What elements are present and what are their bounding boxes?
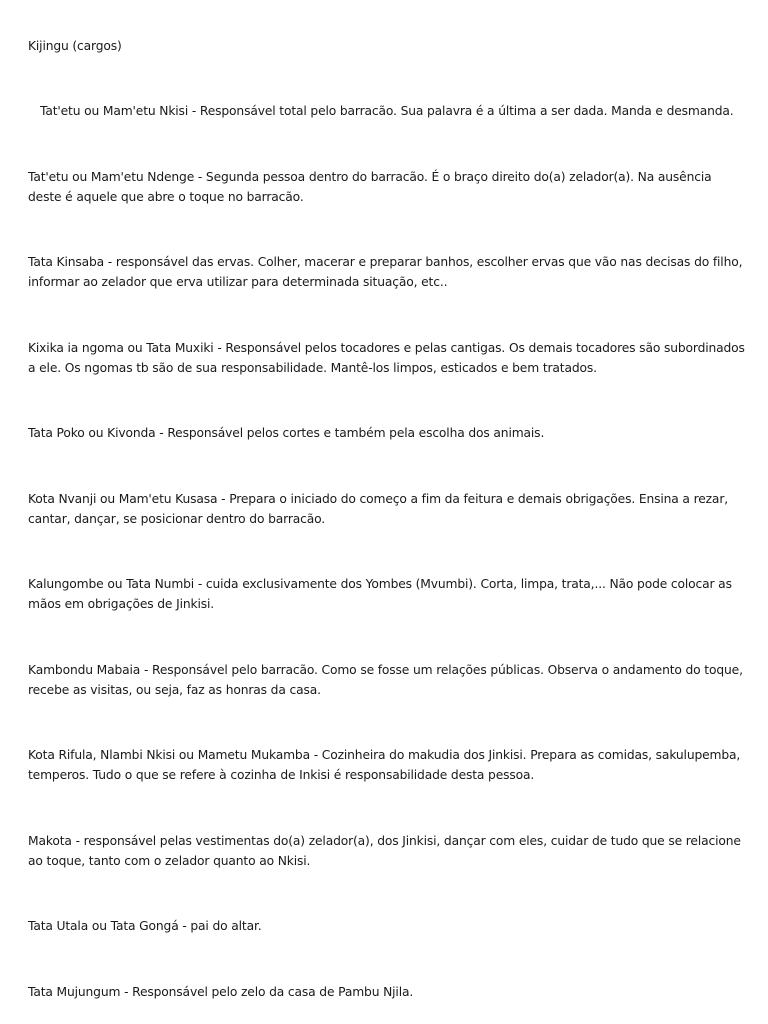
paragraph-tat-etu-ndenge: Tat'etu ou Mam'etu Ndenge - Segunda pessoa dentro do barracão. É o braço direito do(a) zelador(a). Na ausência deste é aquele que abre o toque no barracão.: [28, 170, 712, 204]
paragraph-kota-nvanji: Kota Nvanji ou Mam'etu Kusasa - Prepara o iniciado do começo a fim da feitura e demais obrigações. Ensina a rezar, cantar, dançar, se posicionar dentro do barracão.: [28, 492, 728, 526]
paragraph-tata-poko: Tata Poko ou Kivonda - Responsável pelos cortes e também pela escolha dos animais.: [28, 426, 545, 440]
paragraph-tata-utala: Tata Utala ou Tata Gongá - pai do altar.: [28, 919, 262, 933]
paragraph-kalungombe: Kalungombe ou Tata Numbi - cuida exclusivamente dos Yombes (Mvumbi). Corta, limpa, trata,... Não pode colocar as mãos em obrigações de Jinkisi.: [28, 577, 732, 611]
paragraph-tata-kinsaba: Tata Kinsaba - responsável das ervas. Colher, macerar e preparar banhos, escolher ervas que vão nas decisas do filho, informar ao zelador que erva utilizar para determinada situação, etc..: [28, 255, 743, 289]
paragraph-tata-mujungum: Tata Mujungum - Responsável pelo zelo da casa de Pambu Njila.: [28, 985, 414, 999]
paragraph-kixika-ia-ngoma: Kixika ia ngoma ou Tata Muxiki - Responsável pelos tocadores e pelas cantigas. Os demais tocadores são subordinados a ele. Os ngomas tb são de sua responsabilidade. Mantê-los limpos, esticados e bem tratados.: [28, 341, 745, 375]
paragraph-kambondu-mabaia: Kambondu Mabaia - Responsável pelo barracão. Como se fosse um relações públicas. Observa o andamento do toque, recebe as visitas, ou seja, faz as honras da casa.: [28, 663, 743, 697]
paragraph-kota-rifula: Kota Rifula, Nlambi Nkisi ou Mametu Mukamba - Cozinheira do makudia dos Jinkisi. Prepara as comidas, sakulupemba, temperos. Tudo o que se refere à cozinha de Inkisi é responsabilidade desta pessoa.: [28, 748, 741, 782]
paragraph-makota: Makota - responsável pelas vestimentas do(a) zelador(a), dos Jinkisi, dançar com eles, cuidar de tudo que se relacione ao toque, tanto com o zelador quanto ao Nkisi.: [28, 834, 741, 868]
paragraph-tat-etu-nkisi: Tat'etu ou Mam'etu Nkisi - Responsável total pelo barracão. Sua palavra é a última a ser dada. Manda e desmanda.: [40, 104, 734, 118]
document-heading: Kijingu (cargos): [28, 39, 122, 53]
